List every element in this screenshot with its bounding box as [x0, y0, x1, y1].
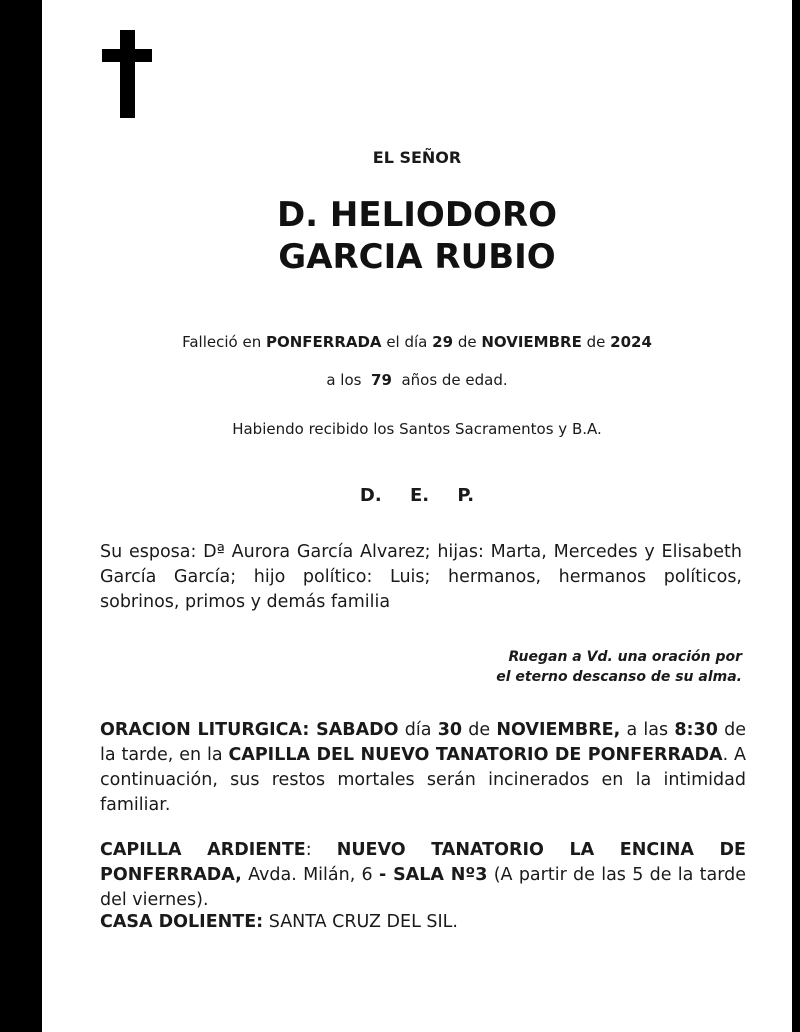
death-month: NOVIEMBRE — [481, 333, 582, 351]
cross-icon — [102, 30, 152, 118]
death-text: de — [457, 333, 477, 351]
capilla-label: CAPILLA ARDIENTE — [100, 840, 306, 860]
oracion-text: de — [468, 720, 491, 740]
oracion-label: ORACION LITURGICA: SABADO — [100, 720, 399, 740]
death-text: el día — [386, 333, 428, 351]
name-line-2: GARCIA RUBIO — [278, 237, 556, 277]
obituary-page — [42, 0, 792, 1032]
casa-value: SANTA CRUZ DEL SIL. — [268, 912, 458, 932]
capilla-note: (A partir de las 5 de la tarde del viernes). — [100, 865, 746, 910]
deceased-name — [42, 194, 792, 278]
oracion-chapel: CAPILLA DEL NUEVO TANATORIO DE PONFERRADA — [228, 745, 723, 765]
oracion-time: 8:30 — [674, 720, 718, 740]
age-suffix: años de edad. — [401, 371, 508, 389]
casa-doliente — [100, 910, 746, 935]
oracion-text: a las — [626, 720, 669, 740]
family-text: Su esposa: Dª Aurora García Alvarez; hijas: Marta, Mercedes y Elisabeth García García; hijo político: Luis; hermanos, hermanos políticos, sobrinos, primos y demás familia — [100, 542, 742, 612]
death-text: de — [586, 333, 606, 351]
death-place: PONFERRADA — [265, 333, 382, 351]
death-year: 2024 — [610, 333, 652, 351]
title-prefix: EL SEÑOR — [372, 148, 462, 167]
death-info — [42, 333, 792, 351]
oracion-text: día — [404, 720, 432, 740]
prayer-request — [342, 647, 742, 687]
capilla-colon: : — [305, 840, 312, 860]
sacraments-line: Habiendo recibido los Santos Sacramentos y B.A. — [232, 420, 602, 438]
casa-label: CASA DOLIENTE: — [100, 912, 264, 932]
capilla-room: - SALA Nº3 — [379, 865, 488, 885]
prayer-line-2: el eterno descanso de su alma. — [496, 669, 742, 685]
death-day: 29 — [432, 333, 454, 351]
oracion-text: de la tarde, en la — [100, 720, 746, 765]
name-line-1: D. HELIODORO — [276, 195, 558, 235]
capilla-address: Avda. Milán, 6 — [248, 865, 373, 885]
age-years: 79 — [371, 371, 392, 389]
oracion-day: 30 — [437, 720, 463, 740]
oracion-text: . A continuación, sus restos mortales serán incinerados en la intimidad familiar. — [100, 745, 746, 815]
death-text: Falleció en — [182, 333, 262, 351]
age-info — [42, 371, 792, 389]
capilla-venue: NUEVO TANATORIO LA ENCINA DE PONFERRADA, — [100, 840, 746, 885]
liturgical-prayer — [100, 718, 746, 818]
prayer-line-1: Ruegan a Vd. una oración por — [508, 649, 742, 665]
age-prefix: a los — [326, 371, 362, 389]
oracion-month: NOVIEMBRE, — [496, 720, 621, 740]
capilla-ardiente — [100, 838, 746, 913]
dep-label: D. E. P. — [359, 485, 475, 506]
